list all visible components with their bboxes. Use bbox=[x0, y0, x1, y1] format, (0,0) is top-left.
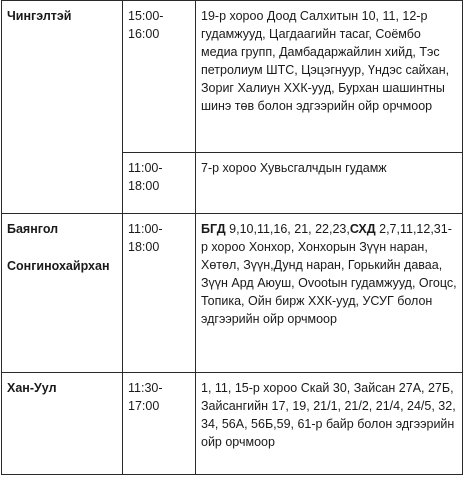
time-start: 11:00- bbox=[128, 161, 163, 175]
time-cell bbox=[123, 1, 196, 153]
table-row bbox=[2, 373, 463, 475]
area-bgd-list: 9,10,11,16, 21, 22,23, bbox=[225, 222, 350, 236]
table-row bbox=[2, 214, 463, 373]
district-name: Хан-Уул bbox=[7, 381, 57, 395]
area-bgd-label: БГД bbox=[201, 222, 226, 236]
time-cell bbox=[123, 214, 196, 373]
area-text: 19-р хороо Доод Салхитын 10, 11, 12-р гудамжууд, Цагдаагийн тасаг, Соёмбо медиа групп, Дамбадаржайлин хийд, Тэс петролиум ШТС, Цэцэгнуур, Үндэс сайхан, Зориг Халиун ХХК-ууд, Бурхан шашинтны шинэ төв болон эдгээрийн ойр орчмоор bbox=[201, 9, 450, 113]
time-end: 18:00 bbox=[128, 179, 160, 193]
area-cell bbox=[196, 1, 463, 153]
district-name: Чингэлтэй bbox=[7, 9, 72, 23]
district-cell bbox=[2, 1, 123, 214]
district-name: Сонгинохайрхан bbox=[7, 259, 110, 273]
time-end: 17:00 bbox=[128, 399, 160, 413]
time-cell bbox=[123, 373, 196, 475]
table-row bbox=[2, 1, 463, 153]
outage-schedule-table bbox=[1, 0, 463, 475]
time-end: 16:00 bbox=[128, 27, 160, 41]
area-text: 1, 11, 15-р хороо Скай 30, Зайсан 27А, 27Б, Зайсангийн 17, 19, 21/1, 21/2, 21/4, 24/5, 32, 34, 56А, 56Б,59, 61-р байр болон эдгээрийн ойр орчмоор bbox=[201, 381, 456, 449]
area-text: 7-р хороо Хувьсгалчдын гудамж bbox=[201, 161, 387, 175]
district-cell bbox=[2, 214, 123, 373]
time-cell bbox=[123, 153, 196, 214]
area-shd-label: СХД bbox=[349, 222, 376, 236]
time-start: 11:00- bbox=[128, 222, 163, 236]
time-start: 15:00- bbox=[128, 9, 164, 23]
area-cell bbox=[196, 214, 463, 373]
area-cell bbox=[196, 373, 463, 475]
time-end: 18:00 bbox=[128, 240, 160, 254]
district-cell bbox=[2, 373, 123, 475]
time-start: 11:30- bbox=[128, 381, 163, 395]
district-name: Баянгол bbox=[7, 222, 59, 236]
area-text: 2,7,11,12,31-р хороо Хонхор, Хонхорын Зүүн наран, Хөтөл, Зүүн,Дунд наран, Горькийн даваа, Зүүн Ард Аюуш, Оvootын гудамжууд, Огоцс, Топика, Ойн бирж ХХК-ууд, УСУГ болон эдгээрийн ойр орчмоор bbox=[201, 222, 457, 326]
area-cell bbox=[196, 153, 463, 214]
